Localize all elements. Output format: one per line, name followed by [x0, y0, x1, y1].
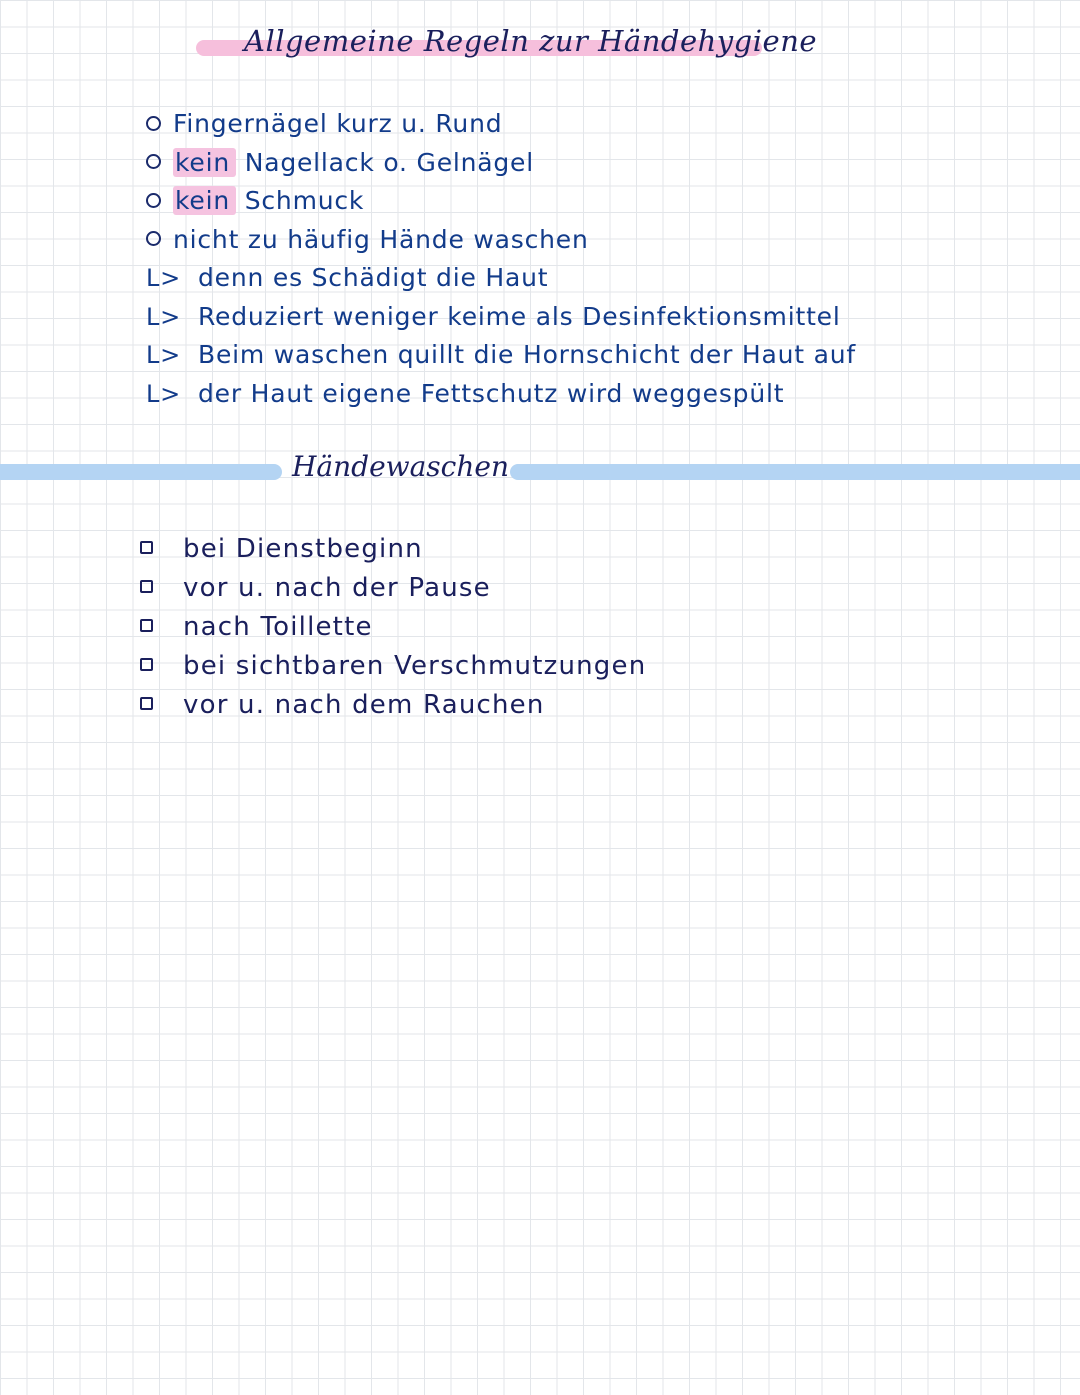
rule-text: denn es Schädigt die Haut	[198, 263, 549, 292]
rule-item-2	[146, 144, 856, 183]
circle-bullet-icon	[146, 116, 161, 131]
rule-text: Schmuck	[235, 186, 365, 215]
rule-text: Nagellack o. Gelnägel	[235, 147, 534, 177]
section-highlighter-right	[510, 464, 1080, 480]
handwashing-occasions-list	[140, 530, 646, 725]
arrow-bullet-icon: L>	[146, 264, 182, 292]
rule-item-4	[146, 221, 856, 260]
circle-bullet-icon	[146, 231, 161, 246]
square-bullet-icon	[140, 541, 153, 554]
rule-text: nicht zu häufig Hände waschen	[173, 224, 589, 254]
arrow-bullet-icon: L>	[146, 302, 182, 331]
occasion-text: vor u. nach dem Rauchen	[183, 690, 545, 720]
rule-text: Beim waschen quillt die Hornschicht der Haut auf	[198, 340, 857, 369]
square-bullet-icon	[140, 658, 153, 671]
rule-subitem-4	[146, 375, 856, 414]
occasion-item	[140, 569, 646, 608]
rule-subitem-3	[146, 336, 856, 375]
occasion-item	[140, 530, 646, 569]
rule-highlight: kein	[173, 148, 236, 177]
arrow-bullet-icon: L>	[146, 379, 182, 408]
rule-text: Fingernägel kurz u. Rund	[173, 109, 503, 138]
rule-item-3	[146, 182, 856, 221]
occasion-text: vor u. nach der Pause	[183, 573, 491, 603]
square-bullet-icon	[140, 697, 153, 710]
rule-item-1	[146, 105, 856, 144]
rule-text: der Haut eigene Fettschutz wird weggespült	[198, 378, 785, 408]
section-highlighter-left	[0, 464, 282, 480]
circle-bullet-icon	[146, 193, 161, 208]
occasion-text: bei sichtbaren Verschmutzungen	[183, 651, 647, 681]
occasion-item	[140, 647, 646, 686]
page-title: Allgemeine Regeln zur Händehygiene	[244, 24, 818, 58]
rule-subitem-1	[146, 259, 856, 298]
rule-subitem-2	[146, 298, 856, 337]
arrow-bullet-icon: L>	[146, 341, 182, 369]
square-bullet-icon	[140, 619, 153, 632]
square-bullet-icon	[140, 580, 153, 593]
occasion-item	[140, 686, 646, 725]
hygiene-rules-list	[146, 105, 856, 413]
circle-bullet-icon	[146, 154, 161, 169]
occasion-item	[140, 608, 646, 647]
section-title: Händewaschen	[292, 450, 509, 483]
occasion-text: bei Dienstbeginn	[183, 534, 423, 564]
rule-highlight: kein	[173, 186, 236, 215]
rule-text: Reduziert weniger keime als Desinfektionsmittel	[198, 301, 841, 331]
occasion-text: nach Toillette	[183, 612, 373, 642]
